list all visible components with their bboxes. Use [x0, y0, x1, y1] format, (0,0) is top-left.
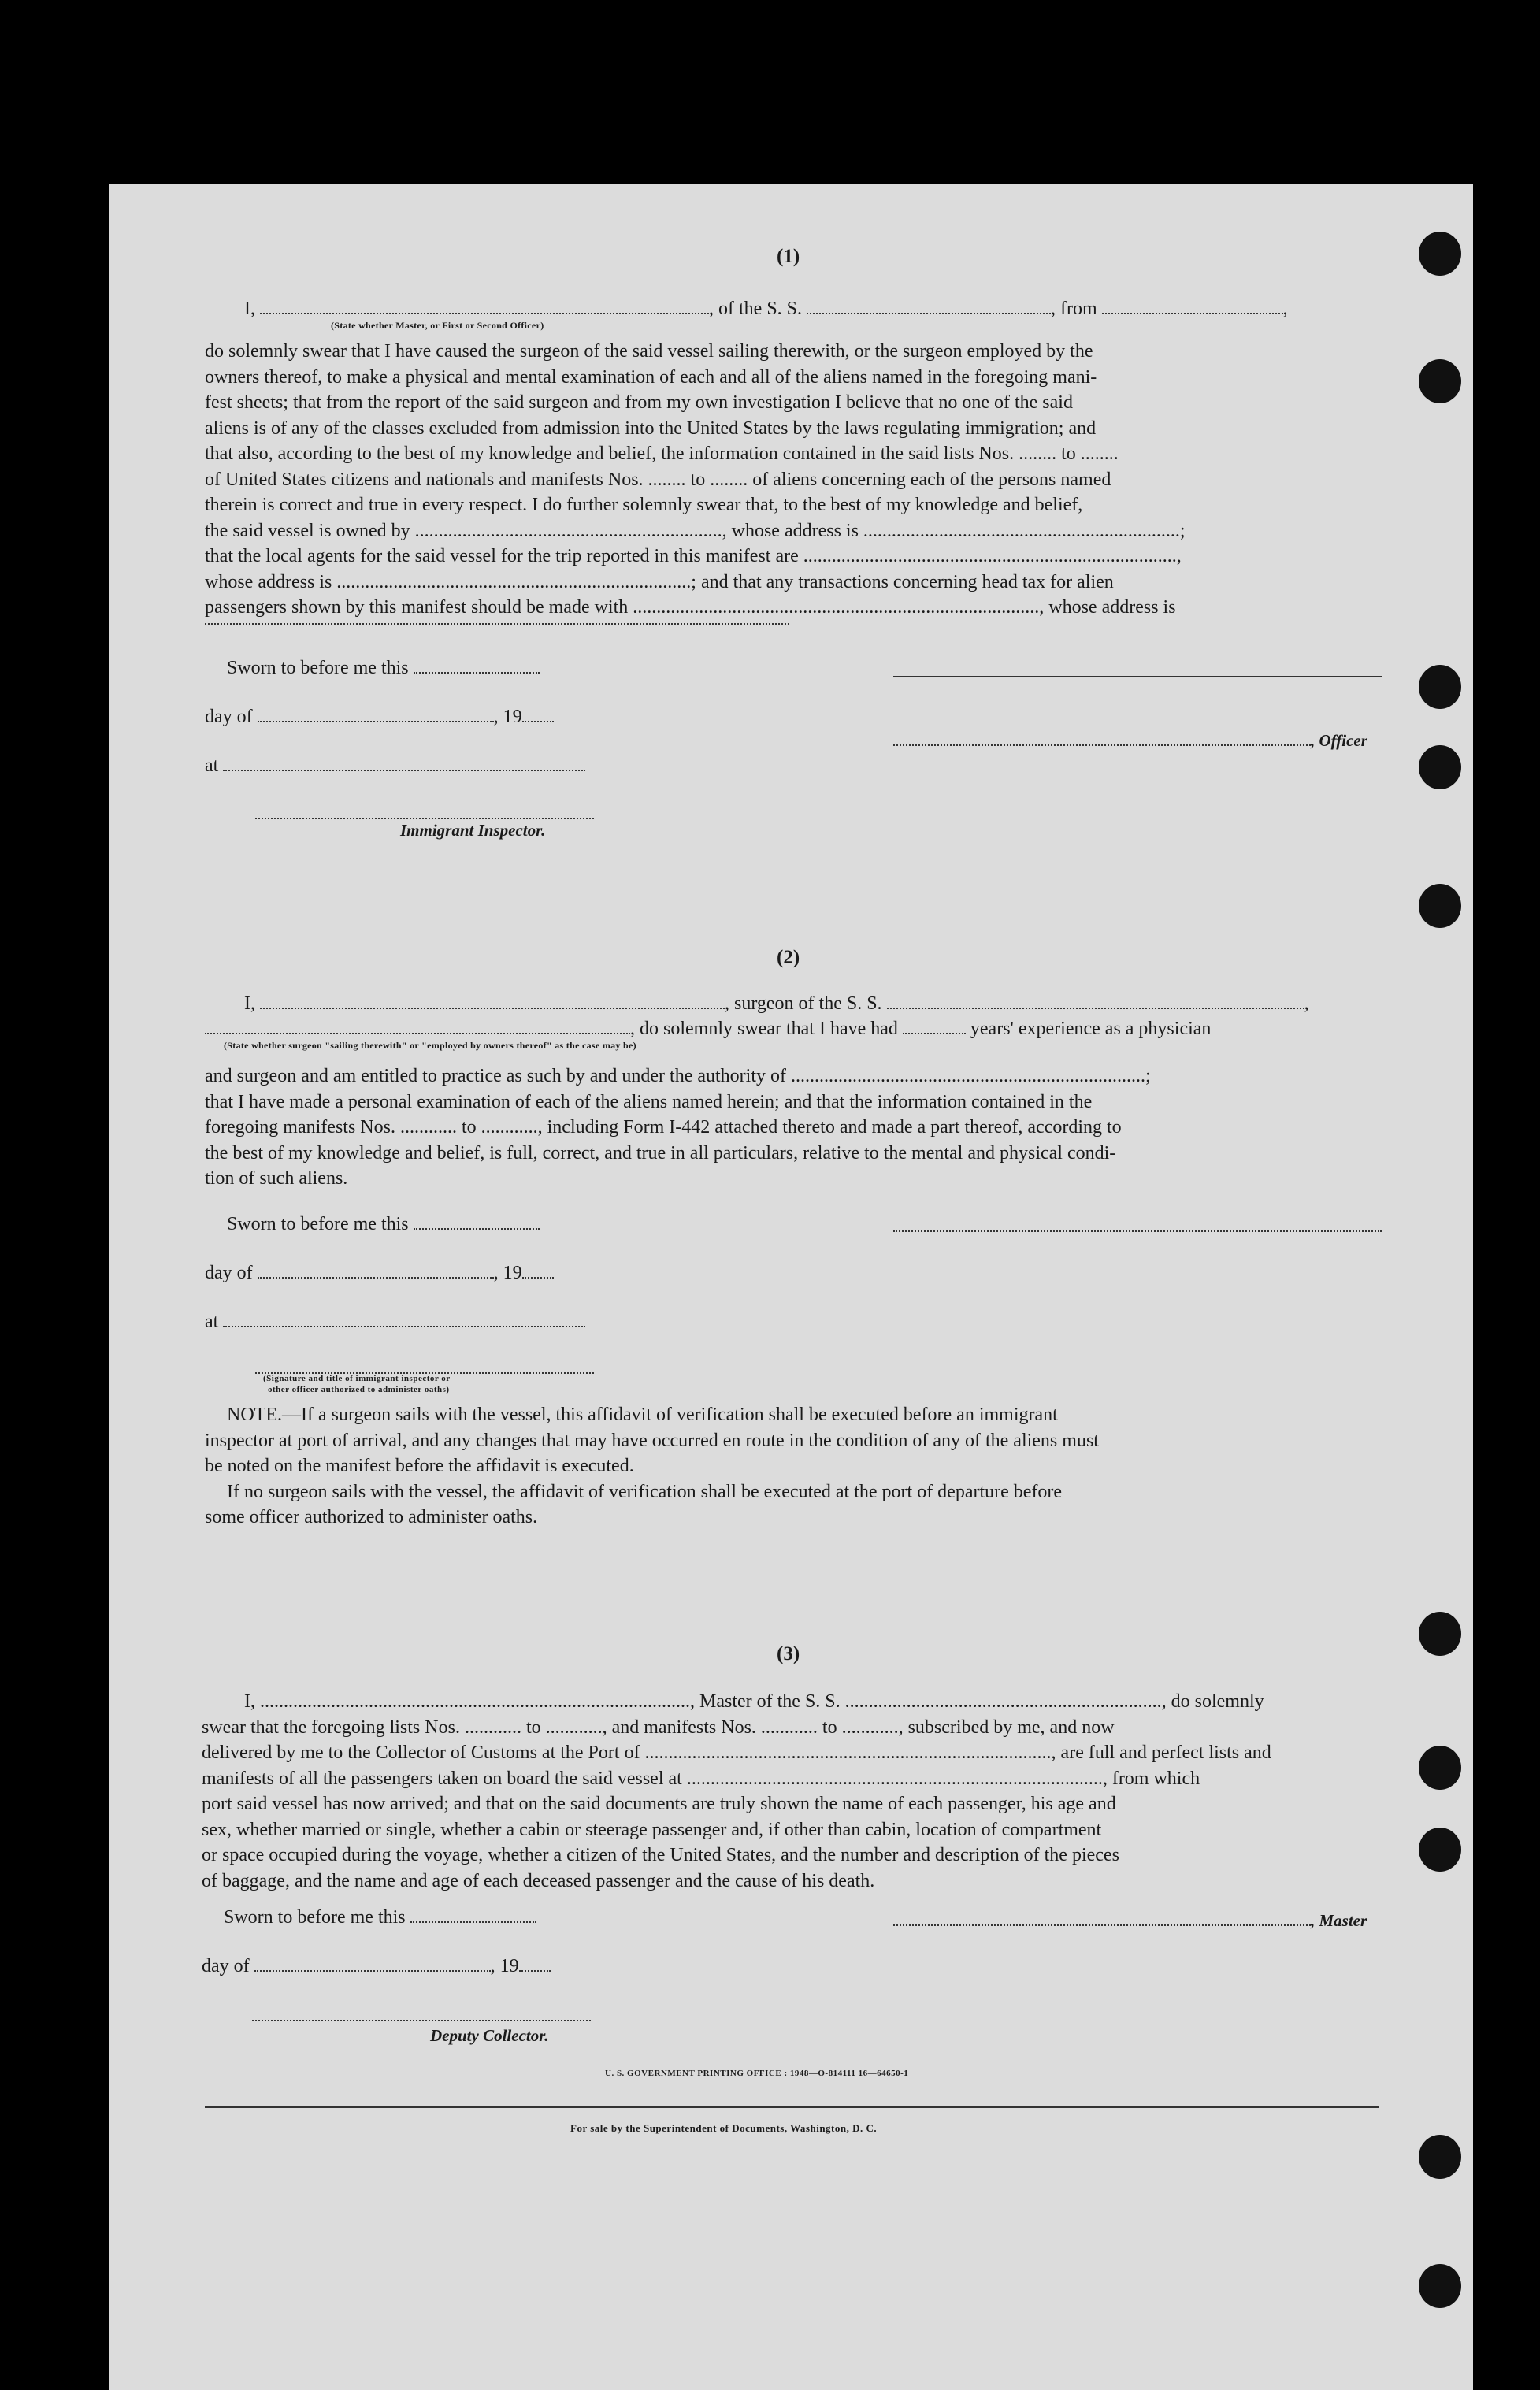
sworn-day-field[interactable] — [414, 659, 540, 674]
body-line: whose address is ...........................................................................; and that any transactions concerning head tax for alien — [205, 571, 1114, 592]
month-field[interactable] — [258, 708, 494, 722]
years-field[interactable] — [903, 1020, 966, 1034]
body-line: swear that the foregoing lists Nos. ............ to ............, and manifests Nos. ............ to ............, subscribed by me, and now — [202, 1716, 1115, 1738]
body-line: of United States citizens and nationals and manifests Nos. ........ to ........ of aliens concerning each of the persons named — [205, 469, 1111, 490]
i-label: I, — [244, 993, 255, 1014]
officer-signature-line-1[interactable] — [893, 676, 1382, 677]
note-line: be noted on the manifest before the affidavit is executed. — [205, 1456, 634, 1476]
years-label: years' experience as a physician — [970, 1019, 1212, 1039]
comma: , — [1282, 299, 1288, 319]
body-line: I, ..........................................................................................., Master of the S. S. ..................................................................., do solemnly — [244, 1691, 1264, 1712]
master-title: , Master — [1311, 1911, 1367, 1930]
ship-name-field[interactable] — [807, 300, 1051, 314]
i-label: I, — [244, 299, 255, 319]
day-of-label: day of — [202, 1956, 250, 1976]
body-line: that the local agents for the said vessel for the trip reported in this manifest are ..............................................................................., — [205, 546, 1182, 566]
year-field[interactable] — [519, 1958, 551, 1972]
body-line: do solemnly swear that I have caused the surgeon of the said vessel sailing therewith, or the surgeon employed by the — [205, 341, 1093, 362]
master-signature-field[interactable] — [893, 1912, 1311, 1926]
inspector-title: Immigrant Inspector. — [400, 821, 546, 840]
sworn-line-1 — [227, 657, 540, 679]
surgeon-signature-line[interactable] — [893, 1230, 1382, 1232]
sale-line: For sale by the Superintendent of Documents, Washington, D. C. — [570, 2122, 878, 2134]
collector-signature-line[interactable] — [252, 2020, 591, 2021]
body-line: the best of my knowledge and belief, is full, correct, and true in all particulars, relative to the mental and physical condi- — [205, 1142, 1116, 1163]
section-2-second-line — [205, 1018, 1211, 1040]
sworn-label: Sworn to before me this — [227, 1214, 409, 1234]
place-field[interactable] — [223, 757, 585, 771]
place-field[interactable] — [223, 1313, 585, 1327]
year-field[interactable] — [522, 1264, 554, 1279]
sworn-label: Sworn to before me this — [224, 1907, 406, 1928]
body-line: delivered by me to the Collector of Customs at the Port of ......................................................................................, are full and perfect lists and — [202, 1742, 1271, 1763]
from-label: , from — [1051, 299, 1097, 319]
note-line: If no surgeon sails with the vessel, the affidavit of verification shall be executed at the port of departure before — [227, 1481, 1063, 1502]
binder-hole — [1419, 745, 1461, 789]
month-field[interactable] — [254, 1958, 491, 1972]
day-of-line-1 — [205, 706, 554, 728]
officer-title: , Officer — [1311, 731, 1367, 750]
section-1-first-line — [244, 298, 1288, 320]
note-line: NOTE.—If a surgeon sails with the vessel, this affidavit of verification shall be executed before an immigrant — [227, 1405, 1058, 1425]
year-label: , 19 — [493, 707, 522, 727]
section-2-body — [205, 1063, 1385, 1192]
note-paragraph — [205, 1402, 1435, 1531]
day-of-label: day of — [205, 1263, 253, 1283]
body-line: owners thereof, to make a physical and mental examination of each and all of the aliens named in the foregoing mani- — [205, 366, 1097, 388]
surgeon-label: , surgeon of the S. S. — [725, 993, 882, 1014]
body-line: or space occupied during the voyage, whether a citizen of the United States, and the number and description of the pieces — [202, 1845, 1119, 1865]
year-label: , 19 — [490, 1956, 519, 1976]
year-field[interactable] — [522, 708, 554, 722]
body-line: manifests of all the passengers taken on board the said vessel at ........................................................................................, from which — [202, 1768, 1200, 1789]
body-line: aliens is of any of the classes excluded from admission into the United States by the laws regulating immigration; and — [205, 418, 1097, 439]
section-2-first-line — [244, 993, 1309, 1015]
ship-name-field[interactable] — [887, 995, 1304, 1009]
surgeon-name-field[interactable] — [260, 995, 725, 1009]
at-line-1 — [205, 755, 585, 777]
body-line: the said vessel is owned by ................................................................., whose address is ...................................................................; — [205, 520, 1186, 541]
binder-hole — [1419, 1746, 1461, 1790]
at-line-2 — [205, 1311, 585, 1333]
at-label: at — [205, 1312, 219, 1332]
section-1-number: (1) — [777, 246, 800, 267]
body-line: that I have made a personal examination of each of the aliens named herein; and that the information contained in the — [205, 1091, 1093, 1112]
binder-hole — [1419, 1828, 1461, 1872]
officer-line — [893, 729, 1367, 752]
at-label: at — [205, 755, 219, 776]
day-of-line-2 — [205, 1262, 554, 1284]
binder-hole — [1419, 665, 1461, 709]
from-port-field[interactable] — [1102, 300, 1283, 314]
collector-title: Deputy Collector. — [430, 2026, 549, 2045]
section-2-number: (2) — [777, 947, 800, 968]
binder-hole — [1419, 232, 1461, 276]
body-line: therein is correct and true in every respect. I do further solemnly swear that, to the best of my knowledge and belief, — [205, 495, 1083, 515]
body-line: fest sheets; that from the report of the said surgeon and from my own investigation I believe that no one of the said — [205, 392, 1073, 413]
printing-office-line: U. S. GOVERNMENT PRINTING OFFICE : 1948—O-814111 16—64650-1 — [605, 2069, 909, 2078]
comma: , — [1304, 993, 1309, 1014]
sworn-day-field[interactable] — [414, 1215, 540, 1230]
officer-signature-field[interactable] — [893, 732, 1311, 746]
day-of-label: day of — [205, 707, 253, 727]
section-3-body — [202, 1689, 1382, 1894]
binder-hole — [1419, 2264, 1461, 2308]
signature-note-2: other officer authorized to administer oaths) — [268, 1385, 450, 1394]
body-line: foregoing manifests Nos. ............ to ............, including Form I-442 attached thereto and made a part thereof, according to — [205, 1117, 1122, 1137]
note-line: some officer authorized to administer oaths. — [205, 1507, 538, 1527]
year-label: , 19 — [493, 1263, 522, 1283]
binder-hole — [1419, 2135, 1461, 2179]
binder-hole — [1419, 1612, 1461, 1656]
section-1-trailing-field[interactable] — [205, 608, 789, 630]
body-line: port said vessel has now arrived; and that on the said documents are truly shown the name of each passenger, his age and — [202, 1794, 1116, 1814]
sworn-label: Sworn to before me this — [227, 658, 409, 678]
body-line: of baggage, and the name and age of each deceased passenger and the cause of his death. — [202, 1870, 875, 1891]
body-line: passengers shown by this manifest should be made with ......................................................................................, whose address is — [205, 597, 1176, 618]
section-2-note: (State whether surgeon "sailing therewith" or "employed by owners thereof" as the case may be) — [224, 1040, 636, 1051]
of-ss-label: , of the S. S. — [709, 299, 803, 319]
sworn-line-2 — [227, 1213, 540, 1235]
body-line: sex, whether married or single, whether a cabin or steerage passenger and, if other than cabin, location of compartment — [202, 1819, 1102, 1840]
binder-hole — [1419, 884, 1461, 928]
signature-note-1: (Signature and title of immigrant inspector or — [263, 1374, 451, 1383]
sworn-line-3 — [224, 1906, 536, 1928]
month-field[interactable] — [258, 1264, 494, 1279]
binder-hole — [1419, 359, 1461, 403]
day-of-line-3 — [202, 1955, 551, 1977]
section-1-note: (State whether Master, or First or Second Officer) — [331, 320, 544, 331]
note-line: inspector at port of arrival, and any changes that may have occurred en route in the condition of any of the aliens must — [205, 1430, 1099, 1451]
footer-rule — [205, 2106, 1379, 2108]
body-line: tion of such aliens. — [205, 1168, 348, 1189]
sworn-day-field[interactable] — [410, 1909, 536, 1923]
master-line — [893, 1909, 1367, 1932]
body-line: that also, according to the best of my knowledge and belief, the information contained in the said lists Nos. ........ to ........ — [205, 443, 1119, 464]
surgeon-status-field[interactable] — [205, 1020, 630, 1034]
body-line: and surgeon and am entitled to practice as such by and under the authority of ...........................................................................; — [205, 1066, 1151, 1086]
officer-name-field[interactable] — [260, 300, 709, 314]
form-sheet — [109, 184, 1473, 2390]
swear-label: , do solemnly swear that I have had — [630, 1019, 898, 1039]
section-1-body — [205, 339, 1385, 621]
section-3-number: (3) — [777, 1643, 800, 1664]
